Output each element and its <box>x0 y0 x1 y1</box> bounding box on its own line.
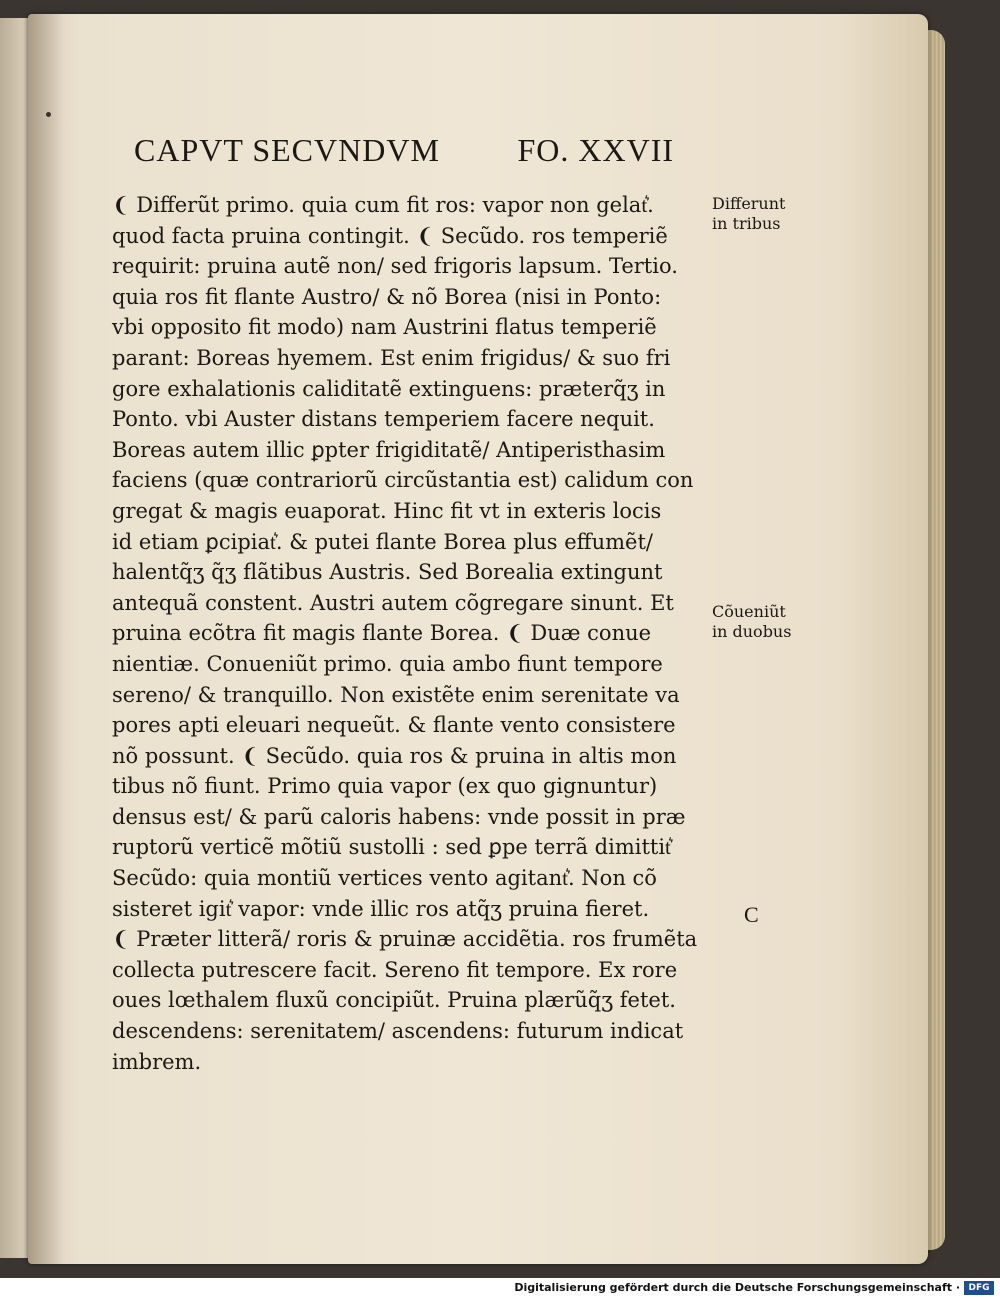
text-line: halentq̃ʒ q̃ʒ flãtibus Austris. Sed Borealia extingunt <box>112 560 663 585</box>
text-line: ❨ Præter litterã/ roris & pruinæ accidẽtia. ros frumẽta <box>112 927 698 952</box>
footer-bar <box>0 1278 1000 1299</box>
text-line: Ponto. vbi Auster distans temperiem facere nequit. <box>112 407 655 432</box>
text-line: Boreas autem illic ꝑpter frigiditatẽ/ Antiperisthasim <box>112 437 666 462</box>
text-line: pores apti eleuari nequeũt. & flante vento consistere <box>112 713 676 738</box>
text-line: gore exhalationis caliditatẽ extinguens: præterq̃ʒ in <box>112 376 666 401</box>
text-line: tibus nõ fiunt. Primo quia vapor (ex quo gignuntur) <box>112 774 658 799</box>
text-line: faciens (quæ contrariorũ circũstantia est) calidum con <box>112 468 694 493</box>
text-line: requirit: pruina autẽ non/ sed frigoris lapsum. Tertio. <box>112 254 678 279</box>
dfg-logo: DFG <box>964 1281 994 1295</box>
header-folio: FO. XXVII <box>517 132 674 168</box>
text-line: sisteret igit͛ vapor: vnde illic ros atq̃ʒ pruina fieret. <box>112 896 650 921</box>
text-line: id etiam ꝑcipiat͛. & putei flante Borea plus effumẽt/ <box>112 529 653 554</box>
page-speck <box>46 112 51 117</box>
text-line: collecta putrescere facit. Sereno fit tempore. Ex rore <box>112 957 678 982</box>
text-line: ❨ Differũt primo. quia cum fit ros: vapor non gelat͛. <box>112 193 654 217</box>
text-line: gregat & magis euaporat. Hinc fit vt in exteris locis <box>112 498 662 523</box>
signature-mark: C <box>744 902 759 927</box>
text-line: vbi opposito fit modo) nam Austrini flatus temperiẽ <box>112 315 657 340</box>
text-line: densus est/ & parũ caloris habens: vnde possit in præ <box>112 804 686 829</box>
text-line: ruptorũ verticẽ mõtiũ sustolli : sed ꝑpe terrã dimittit͛ <box>112 835 671 860</box>
text-line: nientiæ. Conueniũt primo. quia ambo fiunt tempore <box>112 651 663 676</box>
margin-note-differunt <box>712 194 785 234</box>
header-chapter: CAPVT SECVNDVM <box>134 132 440 168</box>
margin-note-line: in tribus <box>712 214 781 233</box>
text-line: imbrem. <box>112 1049 202 1074</box>
text-line: oues lœthalem fluxũ concipiũt. Pruina plærũq̃ʒ fetet. <box>112 988 676 1013</box>
text-line: quia ros fit flante Austro/ & nõ Borea (nisi in Ponto: <box>112 284 662 309</box>
text-line: quod facta pruina contingit. ❨ Secũdo. ros temperiẽ <box>112 223 668 248</box>
text-line: descendens: serenitatem/ ascendens: futurum indicat <box>112 1019 684 1044</box>
margin-note-line: in duobus <box>712 622 792 641</box>
main-text-block <box>112 190 702 1077</box>
margin-note-line: Cõueniũt <box>712 602 786 621</box>
text-line: antequã constent. Austri autem cõgregare sinunt. Et <box>112 590 674 615</box>
margin-note-line: Differunt <box>712 194 786 213</box>
text-line: sereno/ & tranquillo. Non existẽte enim serenitate va <box>112 682 680 707</box>
page-gutter-shadow <box>28 14 64 1264</box>
text-line: parant: Boreas hyemem. Est enim frigidus/ & suo fri <box>112 345 671 370</box>
text-line: nõ possunt. ❨ Secũdo. quia ros & pruina in altis mon <box>112 743 677 768</box>
margin-note-conueniunt <box>712 602 791 642</box>
text-line: Secũdo: quia montiũ vertices vento agitant͛. Non cõ <box>112 866 657 891</box>
funding-note: Digitalisierung gefördert durch die Deutsche Forschungsgemeinschaft · <box>514 1281 960 1294</box>
text-line: pruina ecõtra fit magis flante Borea. ❨ Duæ conue <box>112 621 652 646</box>
